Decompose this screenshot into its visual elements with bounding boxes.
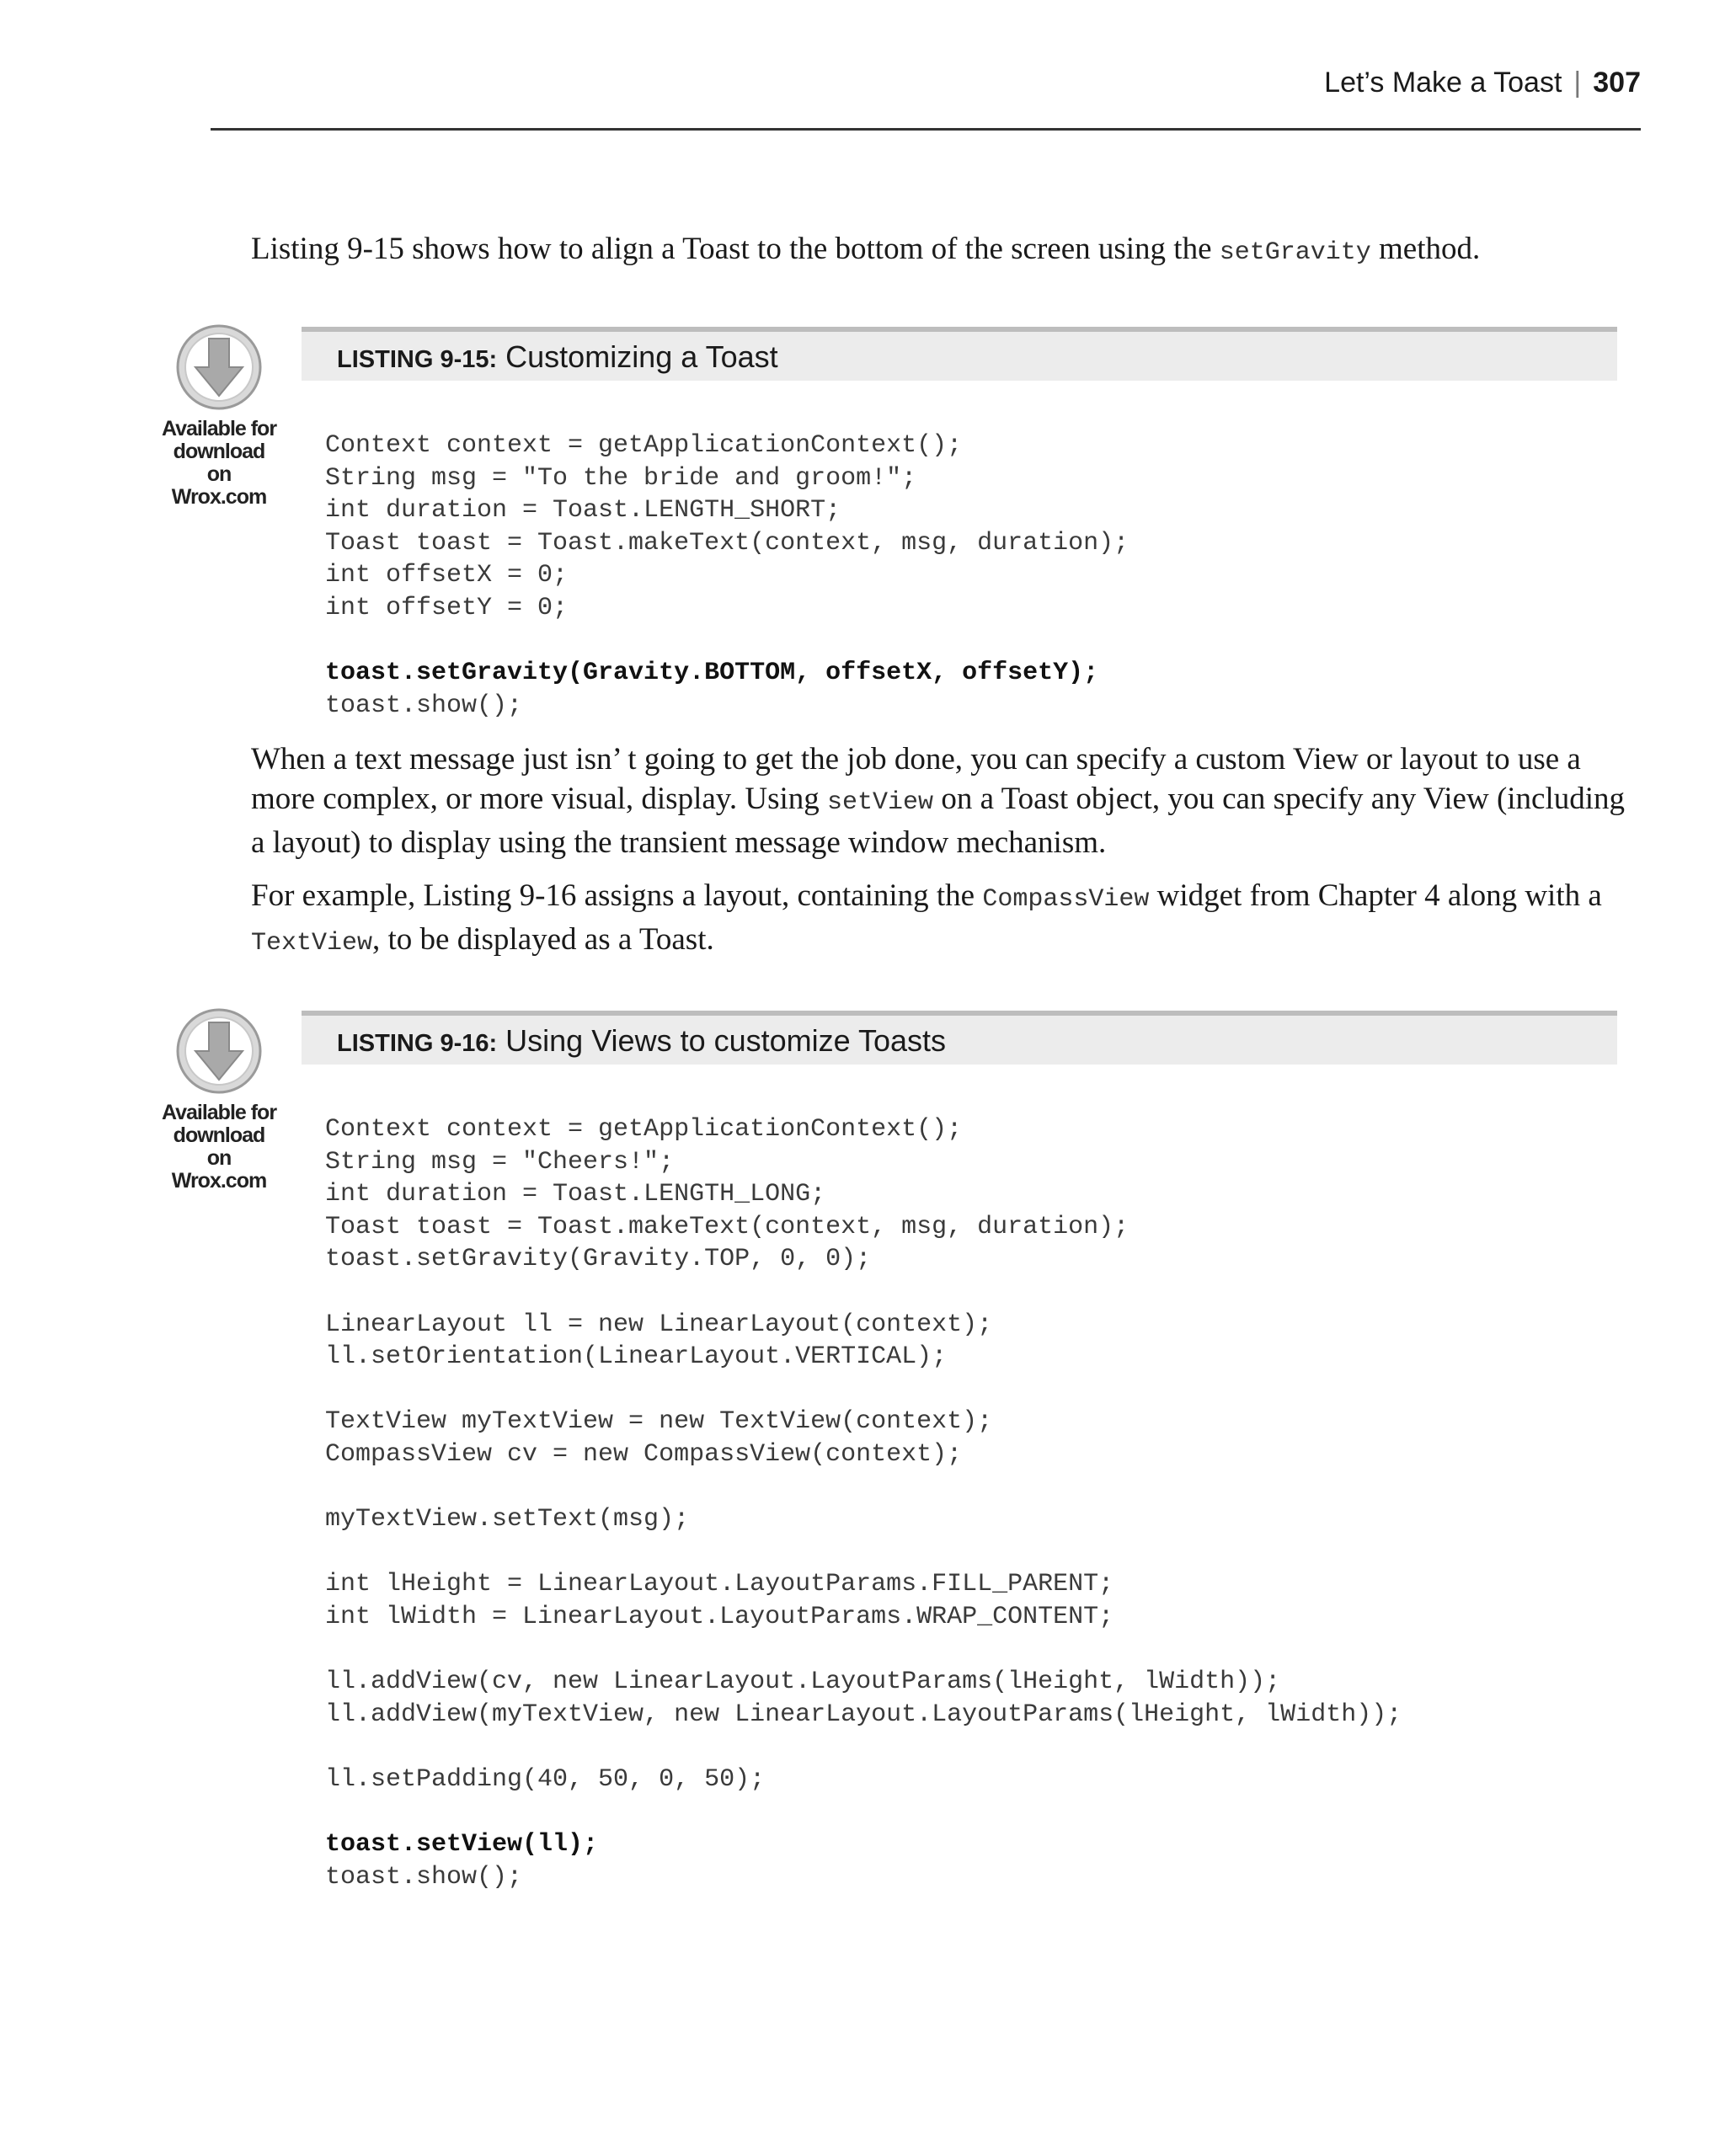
paragraph-text: When a text message just isn’ t going to get the job done, you can specify a custom View or layout to use a more complex, or more visual, display. Using	[251, 742, 1581, 816]
code-line: toast.setGravity(Gravity.BOTTOM, offsetX, offsetY);	[325, 659, 1099, 688]
code-line: TextView myTextView = new TextView(context);	[325, 1407, 993, 1437]
code-line	[325, 1536, 1402, 1569]
paragraph-text: , to be displayed as a Toast.	[372, 922, 714, 957]
code-line: ll.addView(cv, new LinearLayout.LayoutParams(lHeight, lWidth));	[325, 1668, 1281, 1697]
download-note-line: Available for	[161, 417, 277, 440]
code-line: String msg = "Cheers!";	[325, 1147, 675, 1177]
listing-9-15	[160, 327, 1617, 731]
running-title: Let’s Make a Toast	[1324, 67, 1562, 99]
download-note-line: Wrox.com	[171, 1169, 267, 1193]
listing-9-16	[160, 1011, 1617, 1920]
download-note	[160, 418, 278, 509]
inline-code: setView	[827, 788, 934, 817]
code-line: ll.setPadding(40, 50, 0, 50);	[325, 1764, 766, 1794]
intro-text-before: Listing 9-15 shows how to align a Toast to the bottom of the screen using the	[251, 232, 1220, 266]
header-separator: |	[1573, 67, 1582, 99]
code-line: CompassView cv = new CompassView(context);	[325, 1439, 963, 1469]
code-line: int offsetX = 0;	[325, 561, 569, 590]
paragraph-text: on a Toast object, you can specify any View (including a layout) to display using the transient message window mechanism.	[251, 782, 1626, 860]
code-line	[325, 1374, 1402, 1406]
code-line: int duration = Toast.LENGTH_LONG;	[325, 1180, 826, 1209]
code-line: String msg = "To the bride and groom!";	[325, 463, 917, 493]
code-line: int lWidth = LinearLayout.LayoutParams.WRAP_CONTENT;	[325, 1602, 1114, 1631]
intro-paragraph	[251, 229, 1632, 273]
paragraph-text: widget from Chapter 4 along with a	[1149, 878, 1602, 913]
code-line: Context context = getApplicationContext();	[325, 431, 963, 460]
download-note	[160, 1102, 278, 1193]
code-block	[325, 1113, 1402, 1893]
paragraph-text: For example, Listing 9-16 assigns a layout, containing the	[251, 878, 983, 913]
code-line: int lHeight = LinearLayout.LayoutParams.FILL_PARENT;	[325, 1570, 1114, 1599]
listing-caption: Using Views to customize Toasts	[497, 1023, 947, 1058]
code-line: toast.setView(ll);	[325, 1830, 599, 1860]
download-arrow-icon	[175, 323, 263, 411]
header-line	[1324, 64, 1641, 101]
inline-code: CompassView	[982, 885, 1150, 914]
intro-text-after: method.	[1370, 232, 1481, 266]
code-line: int offsetY = 0;	[325, 593, 569, 622]
download-arrow-icon	[175, 1007, 263, 1095]
code-line: toast.show();	[325, 1862, 523, 1892]
listing-caption: Customizing a Toast	[497, 339, 778, 374]
listing-label: LISTING 9-16:	[337, 1030, 498, 1057]
code-line	[325, 1634, 1402, 1667]
code-line: toast.setGravity(Gravity.TOP, 0, 0);	[325, 1245, 872, 1274]
intro-inline-code: setGravity	[1219, 238, 1371, 267]
example-paragraph	[251, 876, 1632, 963]
download-note-line: download on	[173, 1123, 265, 1170]
code-line	[325, 625, 1129, 658]
code-line: int duration = Toast.LENGTH_SHORT;	[325, 496, 841, 526]
code-line: Context context = getApplicationContext();	[325, 1115, 963, 1144]
download-note-line: Wrox.com	[171, 485, 267, 509]
code-line: ll.addView(myTextView, new LinearLayout.LayoutParams(lHeight, lWidth));	[325, 1700, 1402, 1729]
code-line	[325, 1796, 1402, 1828]
download-note-line: Available for	[161, 1101, 277, 1124]
code-line: myTextView.setText(msg);	[325, 1505, 690, 1534]
running-header	[211, 64, 1641, 131]
code-line	[325, 1731, 1402, 1764]
page-number: 307	[1593, 67, 1641, 99]
listing-title	[337, 1021, 946, 1064]
code-line: Toast toast = Toast.makeText(context, msg, duration);	[325, 1212, 1130, 1241]
listing-label: LISTING 9-15:	[337, 346, 498, 373]
code-line: LinearLayout ll = new LinearLayout(context);	[325, 1310, 993, 1339]
code-line	[325, 1276, 1402, 1309]
download-note-line: download on	[173, 440, 265, 486]
inline-code: TextView	[251, 929, 373, 958]
code-line: ll.setOrientation(LinearLayout.VERTICAL);	[325, 1342, 948, 1372]
listing-title	[337, 337, 778, 380]
custom-view-paragraph	[251, 739, 1632, 862]
code-block	[325, 430, 1129, 722]
code-line: toast.show();	[325, 691, 523, 720]
code-line: Toast toast = Toast.makeText(context, msg, duration);	[325, 528, 1130, 558]
code-line	[325, 1471, 1402, 1504]
